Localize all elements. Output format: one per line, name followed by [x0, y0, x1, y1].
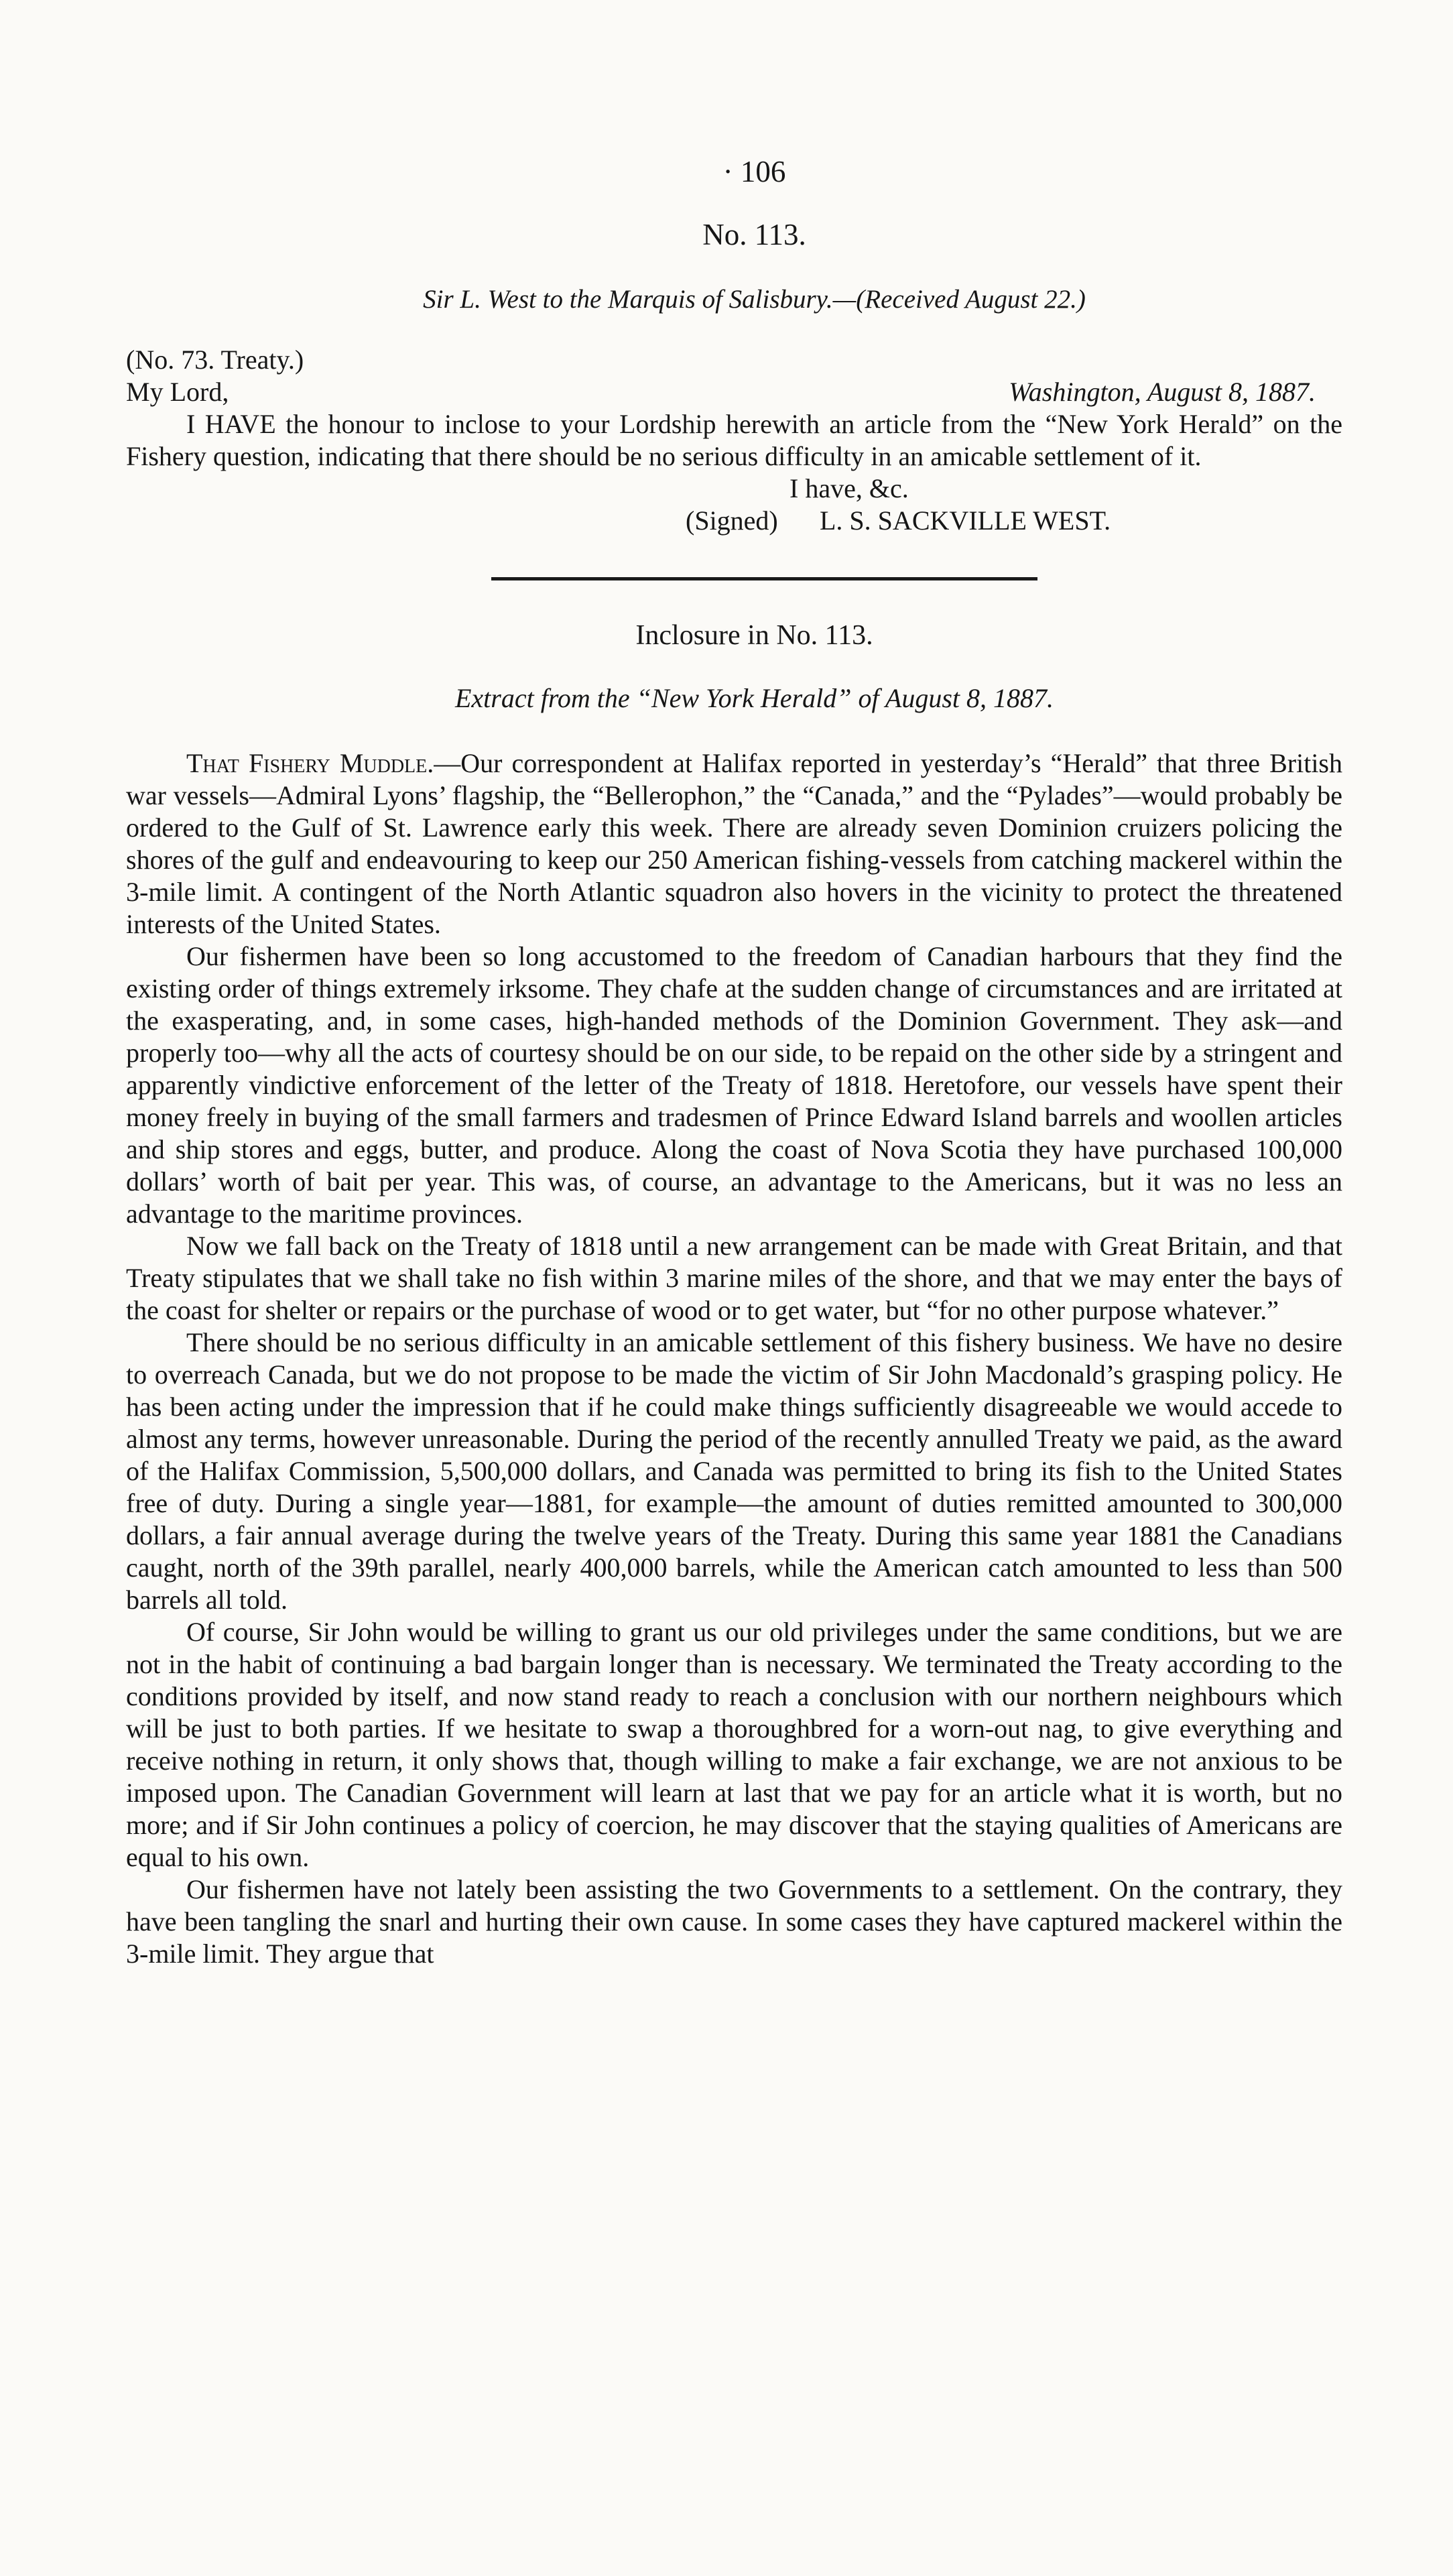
- place-date: Washington, August 8, 1887.: [1009, 377, 1316, 407]
- signatory: L. S. SACKVILLE WEST.: [820, 505, 1111, 536]
- section-divider: [491, 577, 1037, 580]
- signed-label: (Signed): [686, 505, 778, 536]
- article-paragraph-6: Our fishermen have not lately been assisting the two Governments to a settlement. On the contrary, they have been tangling the snarl and hurting their own cause. In some cases they have captured mackerel within the 3-mile limit. They argue that: [126, 1874, 1342, 1969]
- inclosure-title: Inclosure in No. 113.: [635, 620, 873, 651]
- document-page: [126, 154, 1342, 1970]
- letter-heading: Sir L. West to the Marquis of Salisbury.—(Received August 22.): [423, 285, 1086, 314]
- signature-row: [126, 505, 1342, 537]
- article-paragraph-3: Now we fall back on the Treaty of 1818 until a new arrangement can be made with Great Britain, and that Treaty stipulates that we shall take no fish within 3 marine miles of the shore, and that we may enter the bays of the coast for shelter or repairs or the purchase of wood or to get water, but “for no other purpose whatever.”: [126, 1231, 1342, 1325]
- letter-body: I HAVE the honour to inclose to your Lordship herewith an article from the “New York Herald” on the Fishery question, indicating that there should be no serious difficulty in an amicable settlement of it.: [126, 409, 1342, 471]
- reference-line: (No. 73. Treaty.): [126, 345, 304, 375]
- article-paragraph-1: [126, 747, 1342, 940]
- page-number: · 106: [722, 155, 786, 188]
- article-lead: That Fishery Muddle.: [186, 748, 434, 778]
- salutation-row: [126, 376, 1342, 408]
- article-paragraph-2: Our fishermen have been so long accustomed to the freedom of Canadian harbours that they find the existing order of things extremely irksome. They chafe at the sudden change of circumstances and are irritated at the exasperating, and, in some cases, high-handed methods of the Dominion Government. They ask—and properly too—why all the acts of courtesy should be on our side, to be repaid on the other side by a stringent and apparently vindictive enforcement of the letter of the Treaty of 1818. Heretofore, our vessels have spent their money freely in buying of the small farmers and tradesmen of Prince Edward Island barrels and woollen articles and ship stores and eggs, butter, and produce. Along the coast of Nova Scotia they have purchased 100,000 dollars’ worth of bait per year. This was, of course, an advantage to the Americans, but it was no less an advantage to the maritime provinces.: [126, 941, 1342, 1229]
- document-number: No. 113.: [702, 218, 806, 251]
- salutation: My Lord,: [126, 377, 229, 407]
- article-paragraph-5: Of course, Sir John would be willing to grant us our old privileges under the same conditions, but we are not in the habit of continuing a bad bargain longer than is necessary. We terminated the Treaty according to the conditions provided by itself, and now stand ready to reach a conclusion with our northern neighbours which will be just to both parties. If we hesitate to swap a thoroughbred for a worn-out nag, to give everything and receive nothing in return, it only shows that, though willing to make a fair exchange, we are not anxious to be imposed upon. The Canadian Government will learn at last that we pay for an article what it is worth, but no more; and if Sir John continues a policy of coercion, he may discover that the staying qualities of Americans are equal to his own.: [126, 1617, 1342, 1872]
- article-paragraph-1-text: —Our correspondent at Halifax reported in yesterday’s “Herald” that three British war vessels—Admiral Lyons’ flagship, the “Bellerophon,” the “Canada,” and the “Pylades”—would probably be ordered to the Gulf of St. Lawrence early this week. There are already seven Dominion cruizers policing the shores of the gulf and endeavouring to keep our 250 American fishing-vessels from catching mackerel within the 3-mile limit. A contingent of the North Atlantic squadron also hovers in the vicinity to protect the threatened interests of the United States.: [126, 748, 1342, 939]
- article-paragraph-4: There should be no serious difficulty in an amicable settlement of this fishery business. We have no desire to overreach Canada, but we do not propose to be made the victim of Sir John Macdonald’s grasping policy. He has been acting under the impression that if he could make things sufficiently disagreeable we would accede to almost any terms, however unreasonable. During the period of the recently annulled Treaty we paid, as the award of the Halifax Commission, 5,500,000 dollars, and Canada was permitted to bring its fish to the United States free of duty. During a single year—1881, for example—the amount of duties remitted amounted to 300,000 dollars, a fair annual average during the twelve years of the Treaty. During this same year 1881 the Canadians caught, north of the 39th parallel, nearly 400,000 barrels, while the American catch amounted to less than 500 barrels all told.: [126, 1327, 1342, 1615]
- extract-title: Extract from the “New York Herald” of August 8, 1887.: [454, 683, 1054, 713]
- closing: I have, &c.: [789, 473, 909, 503]
